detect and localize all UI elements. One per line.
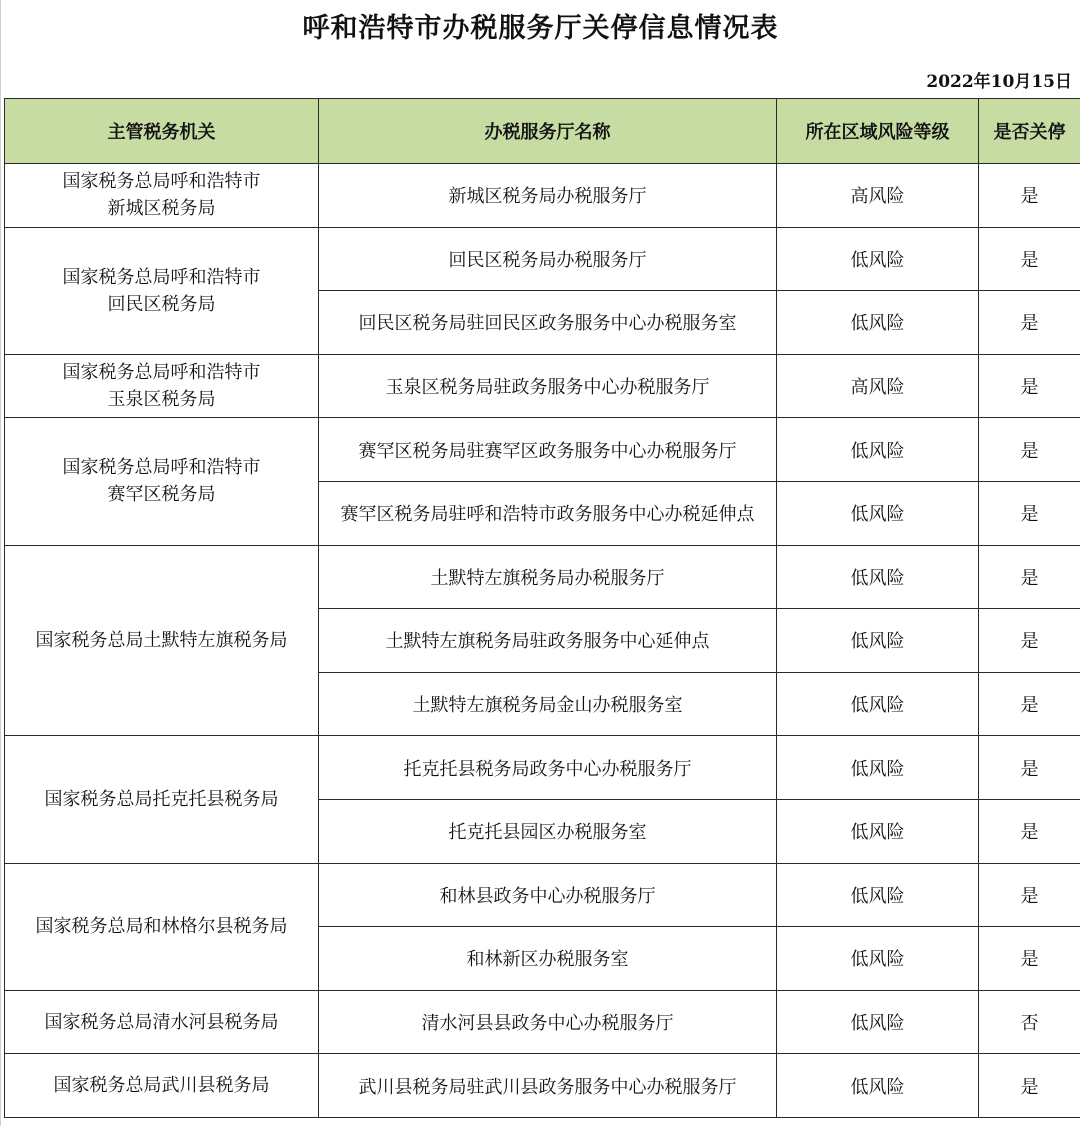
closed-status-cell: 是 bbox=[979, 418, 1080, 482]
hall-name-cell: 赛罕区税务局驻呼和浩特市政务服务中心办税延伸点 bbox=[319, 481, 777, 545]
page-title: 呼和浩特市办税服务厅关停信息情况表 bbox=[302, 13, 779, 44]
hall-name-cell: 土默特左旗税务局驻政务服务中心延伸点 bbox=[319, 609, 777, 673]
risk-level-cell: 低风险 bbox=[777, 609, 979, 673]
closed-status-cell: 是 bbox=[979, 799, 1080, 863]
table-row bbox=[5, 545, 1080, 609]
risk-level-cell: 高风险 bbox=[777, 354, 979, 418]
authority-cell bbox=[5, 545, 319, 736]
closed-status-cell: 是 bbox=[979, 227, 1080, 291]
risk-level-cell: 高风险 bbox=[777, 164, 979, 228]
risk-level-cell: 低风险 bbox=[777, 481, 979, 545]
authority-line: 国家税务总局呼和浩特市 bbox=[62, 171, 261, 193]
authority-line: 国家税务总局武川县税务局 bbox=[53, 1075, 270, 1097]
authority-line: 国家税务总局托克托县税务局 bbox=[44, 788, 279, 810]
table-row bbox=[5, 863, 1080, 927]
closed-status-cell: 是 bbox=[979, 927, 1080, 991]
authority-cell bbox=[5, 863, 319, 990]
authority-line: 玉泉区税务局 bbox=[107, 389, 216, 411]
closed-status-cell: 是 bbox=[979, 1054, 1080, 1118]
authority-cell bbox=[5, 1054, 319, 1118]
closed-status-cell: 是 bbox=[979, 863, 1080, 927]
authority-cell bbox=[5, 418, 319, 545]
authority-line: 国家税务总局呼和浩特市 bbox=[62, 266, 261, 288]
table-row bbox=[5, 1054, 1080, 1118]
risk-level-cell: 低风险 bbox=[777, 418, 979, 482]
hall-name-cell: 和林新区办税服务室 bbox=[319, 927, 777, 991]
closed-status-cell: 是 bbox=[979, 291, 1080, 355]
header-row bbox=[5, 99, 1080, 164]
closed-status-cell: 是 bbox=[979, 164, 1080, 228]
header-closed: 是否关停 bbox=[979, 99, 1080, 164]
risk-level-cell: 低风险 bbox=[777, 863, 979, 927]
authority-cell bbox=[5, 354, 319, 418]
risk-level-cell: 低风险 bbox=[777, 1054, 979, 1118]
authority-line: 国家税务总局和林格尔县税务局 bbox=[35, 916, 288, 938]
risk-level-cell: 低风险 bbox=[777, 990, 979, 1054]
closed-status-cell: 否 bbox=[979, 990, 1080, 1054]
risk-level-cell: 低风险 bbox=[777, 799, 979, 863]
header-risk-level: 所在区域风险等级 bbox=[777, 99, 979, 164]
authority-cell bbox=[5, 990, 319, 1054]
table-row bbox=[5, 227, 1080, 291]
hall-name-cell: 武川县税务局驻武川县政务服务中心办税服务厅 bbox=[319, 1054, 777, 1118]
authority-line: 国家税务总局呼和浩特市 bbox=[62, 457, 261, 479]
report-date: 2022年10月15日 bbox=[926, 72, 1072, 92]
closed-status-cell: 是 bbox=[979, 609, 1080, 673]
authority-cell bbox=[5, 736, 319, 863]
hall-name-cell: 托克托县园区办税服务室 bbox=[319, 799, 777, 863]
table-row bbox=[5, 418, 1080, 482]
risk-level-cell: 低风险 bbox=[777, 291, 979, 355]
authority-line: 回民区税务局 bbox=[107, 293, 216, 315]
hall-name-cell: 清水河县县政务中心办税服务厅 bbox=[319, 990, 777, 1054]
table-body bbox=[5, 164, 1080, 1118]
hall-name-cell: 玉泉区税务局驻政务服务中心办税服务厅 bbox=[319, 354, 777, 418]
authority-cell bbox=[5, 164, 319, 228]
closed-status-cell: 是 bbox=[979, 545, 1080, 609]
header-hall-name: 办税服务厅名称 bbox=[319, 99, 777, 164]
closed-status-cell: 是 bbox=[979, 481, 1080, 545]
authority-line: 新城区税务局 bbox=[107, 198, 216, 220]
table-row bbox=[5, 354, 1080, 418]
closure-table bbox=[4, 98, 1080, 1118]
authority-cell bbox=[5, 227, 319, 354]
hall-name-cell: 土默特左旗税务局办税服务厅 bbox=[319, 545, 777, 609]
authority-line: 国家税务总局土默特左旗税务局 bbox=[35, 629, 288, 651]
closed-status-cell: 是 bbox=[979, 354, 1080, 418]
hall-name-cell: 回民区税务局办税服务厅 bbox=[319, 227, 777, 291]
header-authority: 主管税务机关 bbox=[5, 99, 319, 164]
table-row bbox=[5, 736, 1080, 800]
risk-level-cell: 低风险 bbox=[777, 227, 979, 291]
hall-name-cell: 赛罕区税务局驻赛罕区政务服务中心办税服务厅 bbox=[319, 418, 777, 482]
table-row bbox=[5, 164, 1080, 228]
table-row bbox=[5, 990, 1080, 1054]
authority-line: 国家税务总局清水河县税务局 bbox=[44, 1011, 279, 1033]
risk-level-cell: 低风险 bbox=[777, 927, 979, 991]
risk-level-cell: 低风险 bbox=[777, 672, 979, 736]
hall-name-cell: 托克托县税务局政务中心办税服务厅 bbox=[319, 736, 777, 800]
closed-status-cell: 是 bbox=[979, 736, 1080, 800]
risk-level-cell: 低风险 bbox=[777, 736, 979, 800]
hall-name-cell: 回民区税务局驻回民区政务服务中心办税服务室 bbox=[319, 291, 777, 355]
hall-name-cell: 土默特左旗税务局金山办税服务室 bbox=[319, 672, 777, 736]
closed-status-cell: 是 bbox=[979, 672, 1080, 736]
authority-line: 国家税务总局呼和浩特市 bbox=[62, 362, 261, 384]
risk-level-cell: 低风险 bbox=[777, 545, 979, 609]
hall-name-cell: 和林县政务中心办税服务厅 bbox=[319, 863, 777, 927]
hall-name-cell: 新城区税务局办税服务厅 bbox=[319, 164, 777, 228]
authority-line: 赛罕区税务局 bbox=[107, 484, 216, 506]
